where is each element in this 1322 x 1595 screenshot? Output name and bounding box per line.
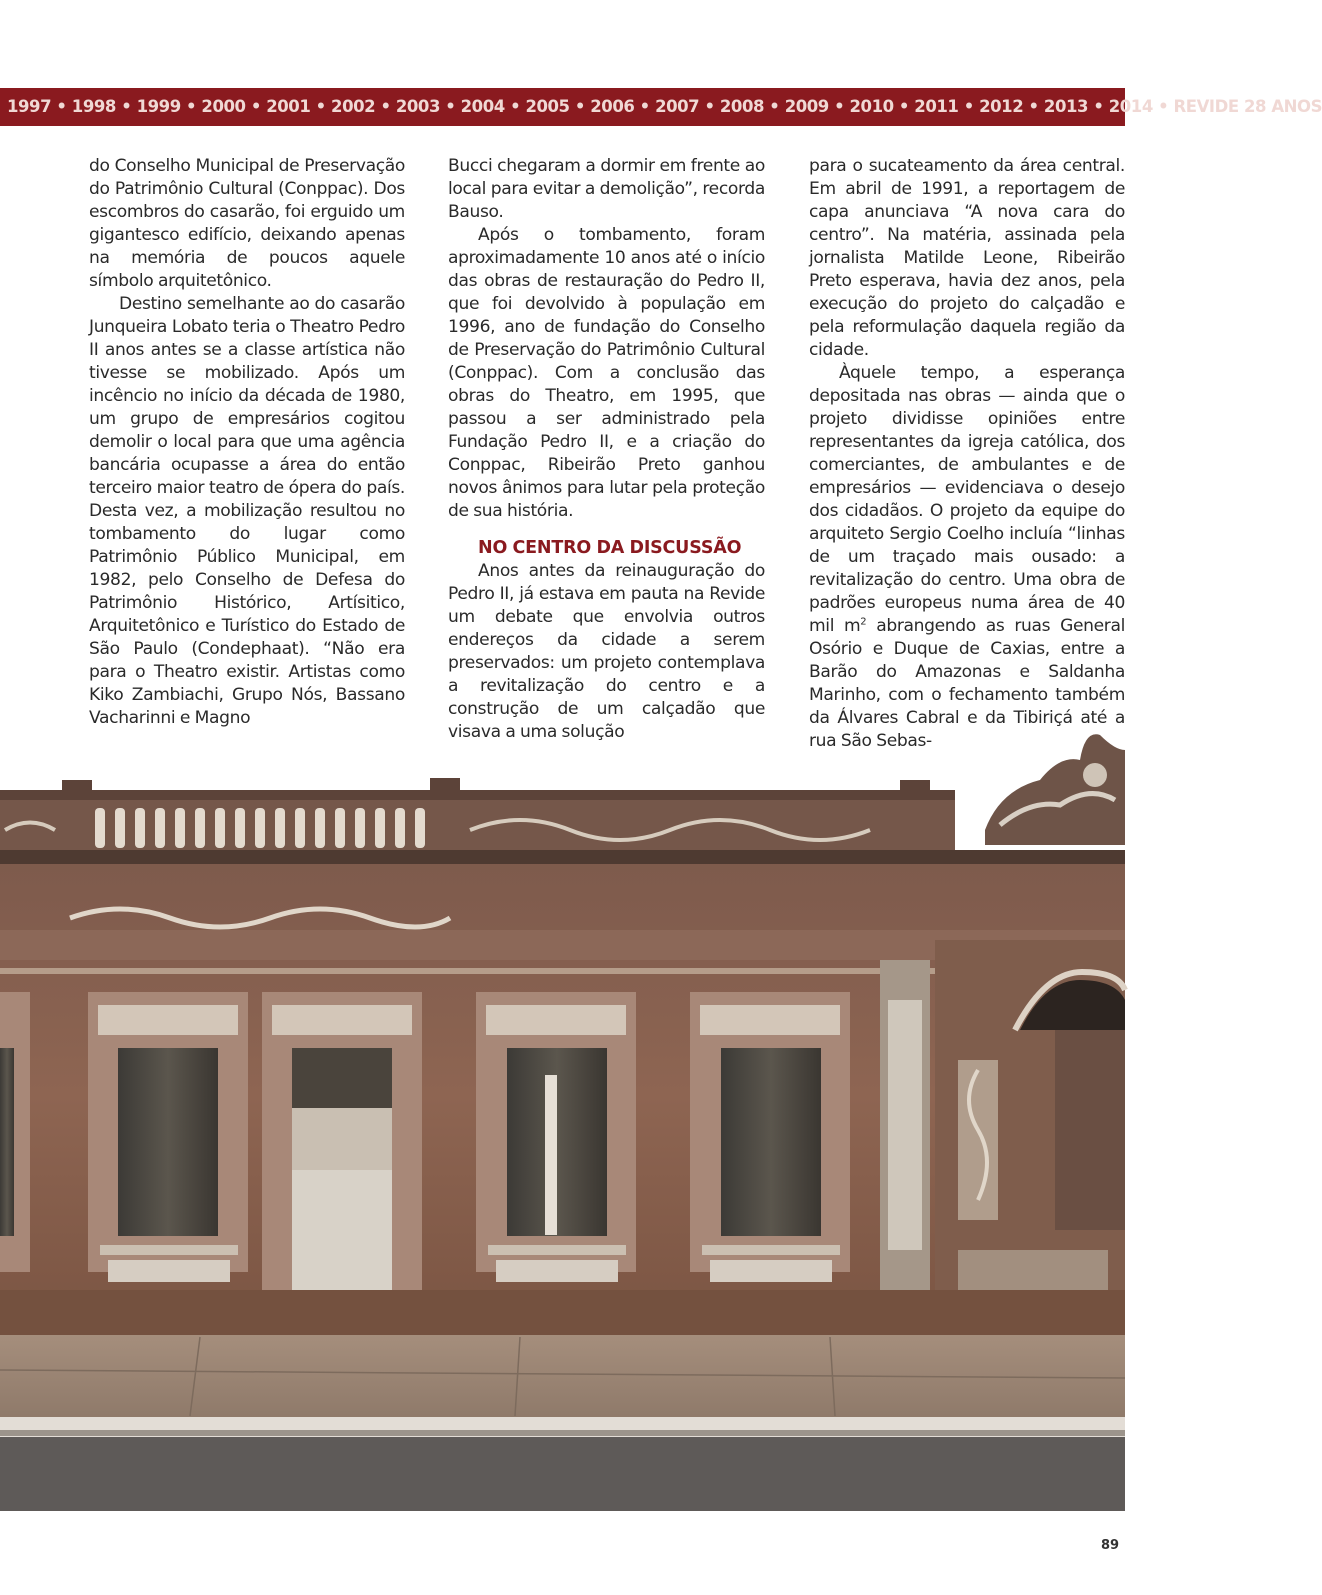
section-subheading: NO CENTRO DA DISCUSSÃO: [478, 538, 742, 558]
paragraph: Destino semelhante ao do casarão Junqueira Lobato teria o Theatro Pedro II anos antes se a classe artística não tivesse se mobilizado. Após um incêncio no início da década de 1980, um grupo de empresários cogitou demolir o local para que uma agência bancária ocupasse a área do então terceiro maior teatro de ópera do país. Desta vez, a mobilização resultou no tombamento do lugar como Patrimônio Público Municipal, em 1982, pelo Conselho de Defesa do Patrimônio Histórico, Artísitico, Arquitetônico e Turístico do Estado de São Paulo (Condephaat). “Não era para o Theatro existir. Artistas como Kiko Zambiachi, Grupo Nós, Bassano Vacharinni e Magno: [89, 294, 405, 728]
paragraph: do Conselho Municipal de Preservação do Patrimônio Cultural (Conppac). Dos escombros do casarão, foi erguido um gigantesco edifício, deixando apenas na memória de poucos aquele símbolo arquitetônico.: [89, 156, 405, 291]
paragraph: Após o tombamento, foram aproximadamente 10 anos até o início das obras de restauração do Pedro II, que foi devolvido à população em 1996, ano de fundação do Conselho de Preservação do Patrimônio Cultural (Conppac). Com a conclusão das obras do Theatro, em 1995, que passou a ser administrado pela Fundação Pedro II, e a criação do Conppac, Ribeirão Preto ganhou novos ânimos para lutar pela proteção de sua história.: [448, 225, 765, 521]
article-column-2: [448, 155, 765, 744]
paragraph: Anos antes da reinauguração do Pedro II, já estava em pauta na Revide um debate que envolvia outros endereços da cidade a serem preservados: um projeto contemplava a revitalização do centro e a construção de um calçadão que visava a uma solução: [448, 561, 765, 742]
paragraph-text: Àquele tempo, a esperança depositada nas obras — ainda que o projeto dividisse opiniões entre representantes da igreja católica, dos comerciantes, de ambulantes e de empresários — evidenciava o desejo dos cidadãos. O projeto da equipe do arquiteto Sergio Coelho incluía “linhas de um traçado mais ousado: a revitalização do centro. Uma obra de padrões europeus numa área de 40 mil m: [809, 363, 1125, 636]
paragraph: [809, 362, 1125, 753]
article-column-3: [809, 155, 1125, 753]
superscript: 2: [860, 616, 867, 628]
timeline-banner: 1997 • 1998 • 1999 • 2000 • 2001 • 2002 • 2003 • 2004 • 2005 • 2006 • 2007 • 2008 • 2009 • 2010 • 2011 • 2012 • 2013 • 2014 • REVIDE 28 ANOS: [0, 88, 1125, 126]
building-facade-photo: [0, 730, 1125, 1511]
paragraph: para o sucateamento da área central. Em abril de 1991, a reportagem de capa anunciava “A nova cara do centro”. Na matéria, assinada pela jornalista Matilde Leone, Ribeirão Preto esperava, havia dez anos, pela execução do projeto do calçadão e pela reformulação daquela região da cidade.: [809, 156, 1125, 360]
page-number: 89: [1101, 1538, 1120, 1553]
paragraph: Bucci chegaram a dormir em frente ao local para evitar a demolição”, recorda Bauso.: [448, 156, 765, 222]
article-column-1: [89, 155, 405, 730]
paragraph-text: abrangendo as ruas General Osório e Duque de Caxias, entre a Barão do Amazonas e Saldanha Marinho, com o fechamento também da Álvares Cabral e da Tibiriçá até a rua São Sebas-: [809, 616, 1125, 751]
